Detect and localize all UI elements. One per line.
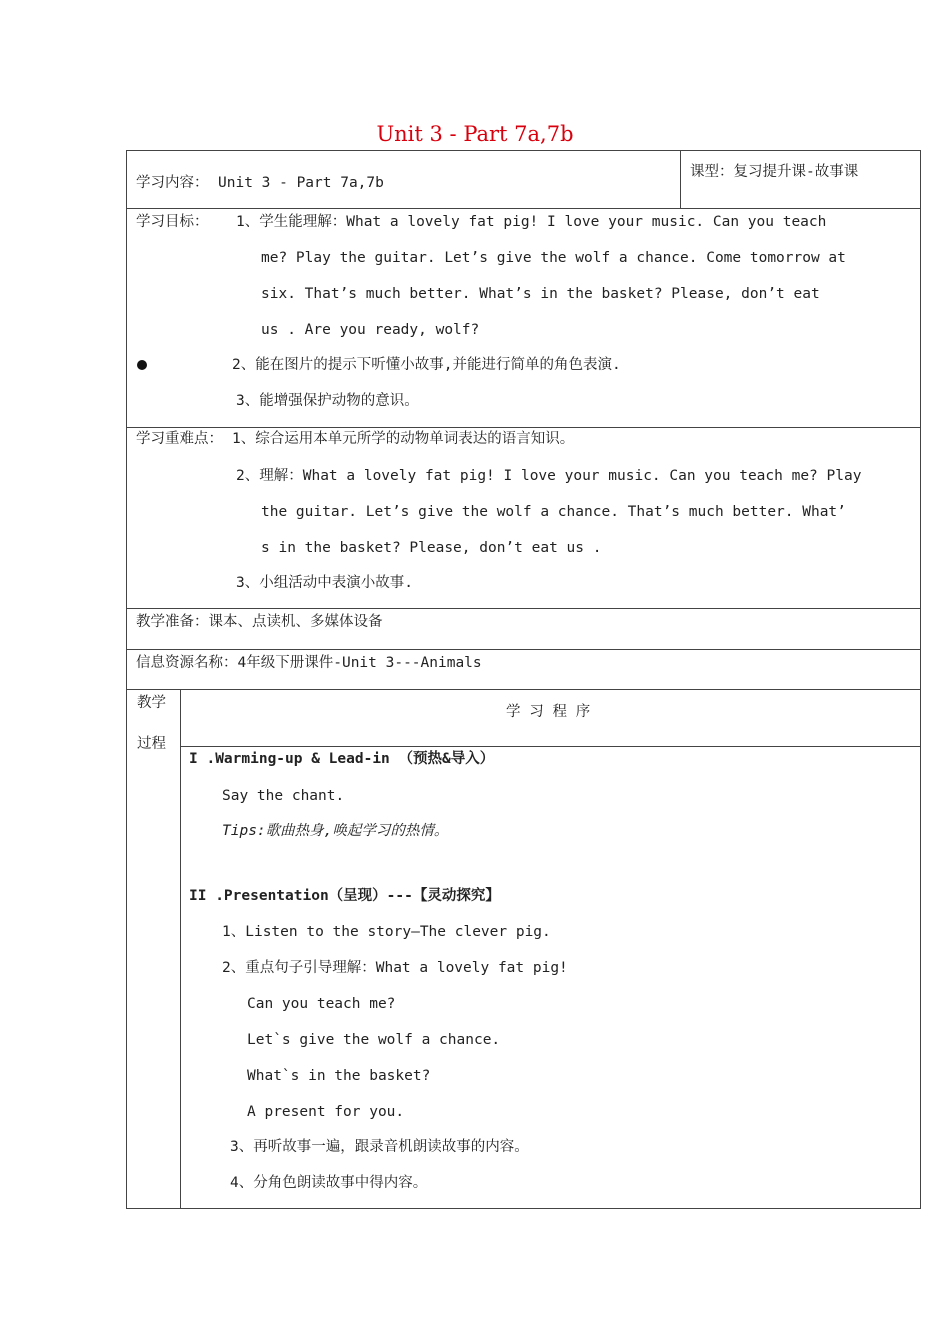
content-cell bbox=[126, 150, 681, 209]
objectives-label: 学习目标： bbox=[136, 214, 209, 230]
list-item: What`s in the basket? bbox=[247, 1068, 431, 1084]
section-heading: I .Warming-up & Lead-in （预热&导入） bbox=[189, 751, 495, 767]
bullet-icon bbox=[137, 360, 147, 370]
list-item: 1、Listen to the story—The clever pig. bbox=[222, 924, 551, 940]
objective-line: 1、学生能理解：What a lovely fat pig! I love your music. Can you teach bbox=[236, 214, 827, 230]
process-side-label: 教学 bbox=[137, 695, 166, 711]
list-item: 3、再听故事一遍，跟录音机朗读故事的内容。 bbox=[230, 1139, 529, 1155]
objective-line: us . Are you ready, wolf? bbox=[261, 322, 480, 338]
resources-text: 信息资源名称：4年级下册课件-Unit 3---Animals bbox=[136, 655, 482, 671]
document-title: Unit 3 - Part 7a,7b bbox=[376, 122, 574, 146]
objective-line: me? Play the guitar. Let’s give the wolf a chance. Come tomorrow at bbox=[261, 250, 846, 266]
process-header: 学 习 程 序 bbox=[506, 704, 591, 720]
content-label: 学习内容： bbox=[136, 175, 209, 191]
objective-line: 3、能增强保护动物的意识。 bbox=[236, 393, 419, 409]
objective-line: 2、能在图片的提示下听懂小故事,并能进行简单的角色表演. bbox=[232, 357, 621, 373]
section-text: Say the chant. bbox=[222, 788, 345, 804]
list-item: 2、重点句子引导理解：What a lovely fat pig! bbox=[222, 960, 568, 976]
key-point-line: s in the basket? Please, don’t eat us . bbox=[261, 540, 602, 556]
tips-text: Tips:歌曲热身,唤起学习的热情。 bbox=[222, 823, 449, 839]
preparation-text: 教学准备：课本、点读机、多媒体设备 bbox=[136, 614, 383, 630]
list-item: Let`s give the wolf a chance. bbox=[247, 1032, 501, 1048]
key-points-label: 学习重难点： bbox=[136, 431, 223, 447]
list-item: Can you teach me? bbox=[247, 996, 396, 1012]
key-point-line: 2、理解：What a lovely fat pig! I love your music. Can you teach me? Play bbox=[236, 468, 862, 484]
list-item: A present for you. bbox=[247, 1104, 405, 1120]
process-side-cell bbox=[126, 689, 181, 1209]
list-item: 4、分角色朗读故事中得内容。 bbox=[230, 1175, 428, 1191]
key-point-line: 1、综合运用本单元所学的动物单词表达的语言知识。 bbox=[232, 431, 575, 447]
key-point-line: 3、小组活动中表演小故事. bbox=[236, 575, 413, 591]
lesson-type: 课型：复习提升课-故事课 bbox=[690, 164, 859, 180]
objective-line: six. That’s much better. What’s in the basket? Please, don’t eat bbox=[261, 286, 820, 302]
key-point-line: the guitar. Let’s give the wolf a chance. That’s much better. What’ bbox=[261, 504, 846, 520]
content-value: Unit 3 - Part 7a,7b bbox=[218, 175, 384, 191]
process-side-label: 过程 bbox=[137, 736, 166, 752]
section-heading: II .Presentation（呈现）---【灵动探究】 bbox=[189, 888, 500, 904]
